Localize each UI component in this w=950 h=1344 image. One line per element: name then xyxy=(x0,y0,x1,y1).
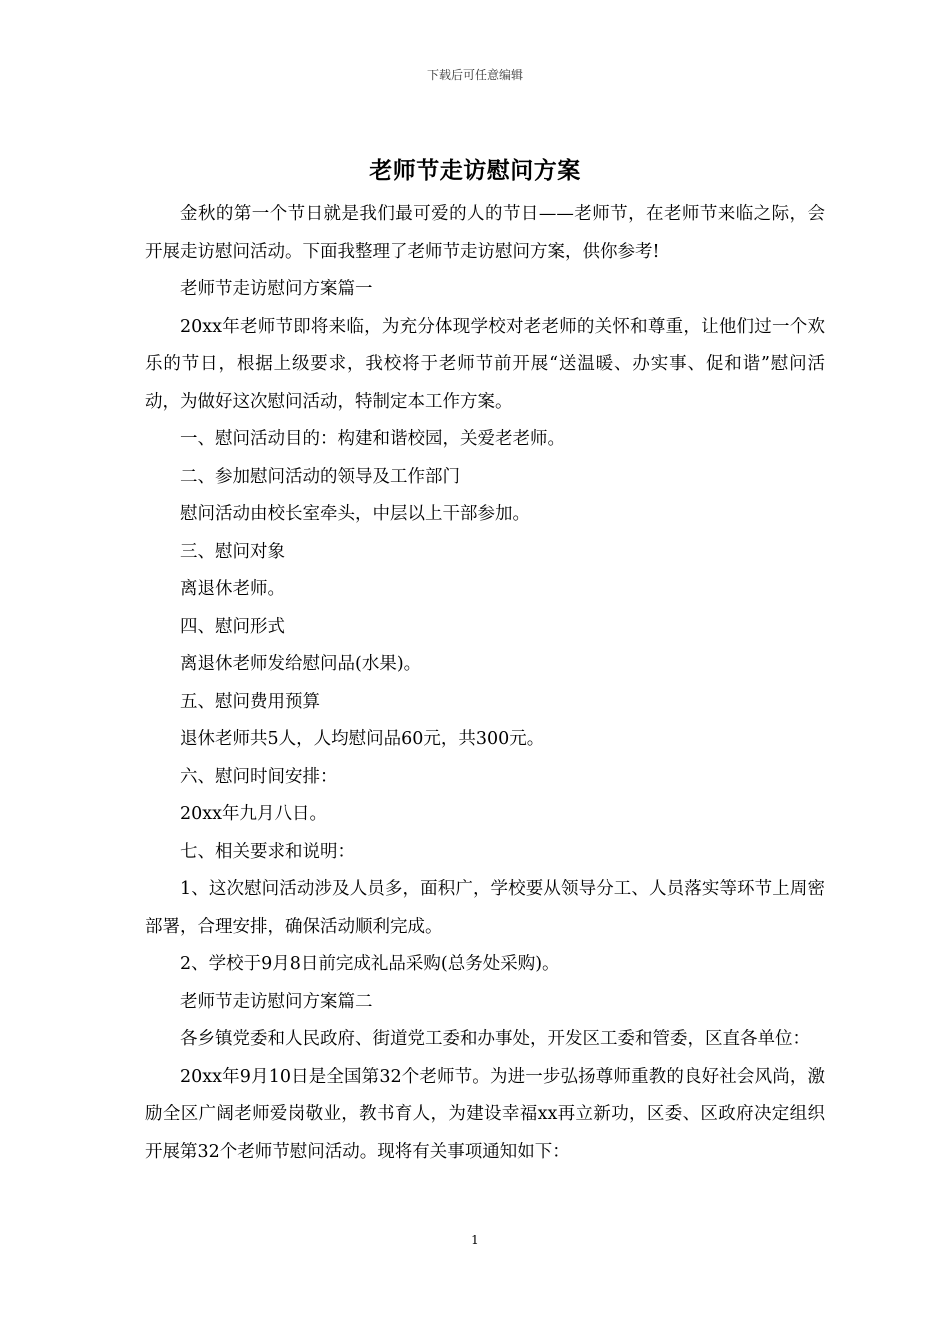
paragraph: 慰问活动由校长室牵头，中层以上干部参加。 xyxy=(180,504,530,524)
page-number: 1 xyxy=(471,1233,479,1247)
paragraph: 三、慰问对象 xyxy=(180,541,285,562)
paragraph: 20xx年九月八日。 xyxy=(180,804,328,824)
paragraph: 二、参加慰问活动的领导及工作部门 xyxy=(180,466,460,487)
paragraph: 一、慰问活动目的：构建和谐校园，关爱老老师。 xyxy=(180,429,565,449)
paragraph: 离退休老师发给慰问品(水果)。 xyxy=(180,654,422,674)
paragraph: 1、这次慰问活动涉及人员多，面积广，学校要从领导分工、人员落实等环节上周密部署，合理安排，确保活动顺利完成。 xyxy=(145,879,825,937)
paragraph: 20xx年9月10日是全国第32个老师节。为进一步弘扬尊师重教的良好社会风尚，激励全区广阔老师爱岗敬业，教书育人，为建设幸福xx再立新功，区委、区政府决定组织开展第32个老师节慰问活动。现将有关事项通知如下： xyxy=(145,1066,825,1162)
paragraph: 四、慰问形式 xyxy=(180,616,285,637)
paragraph: 六、慰问时间安排： xyxy=(180,766,338,787)
paragraph: 各乡镇党委和人民政府、街道党工委和办事处，开发区工委和管委，区直各单位： xyxy=(180,1029,810,1049)
paragraph: 20xx年老师节即将来临，为充分体现学校对老老师的关怀和尊重，让他们过一个欢乐的节日，根据上级要求，我校将于老师节前开展“送温暖、办实事、促和谐”慰问活动，为做好这次慰问活动，特制定本工作方案。 xyxy=(145,316,825,412)
document-body xyxy=(145,196,825,1171)
paragraph-section-heading-1: 老师节走访慰问方案篇一 xyxy=(180,279,373,299)
paragraph-intro: 金秋的第一个节日就是我们最可爱的人的节日——老师节，在老师节来临之际，会开展走访慰问活动。下面我整理了老师节走访慰问方案，供你参考! xyxy=(145,204,825,262)
paragraph: 七、相关要求和说明： xyxy=(180,841,355,862)
paragraph: 2、学校于9月8日前完成礼品采购(总务处采购)。 xyxy=(180,954,560,974)
paragraph: 离退休老师。 xyxy=(180,579,285,599)
paragraph: 退休老师共5人，人均慰问品60元，共300元。 xyxy=(180,729,545,749)
page-header: 下载后可任意编辑 xyxy=(426,68,523,82)
paragraph: 五、慰问费用预算 xyxy=(180,691,320,712)
paragraph-section-heading-2: 老师节走访慰问方案篇二 xyxy=(180,991,373,1012)
document-title: 老师节走访慰问方案 xyxy=(369,157,581,184)
